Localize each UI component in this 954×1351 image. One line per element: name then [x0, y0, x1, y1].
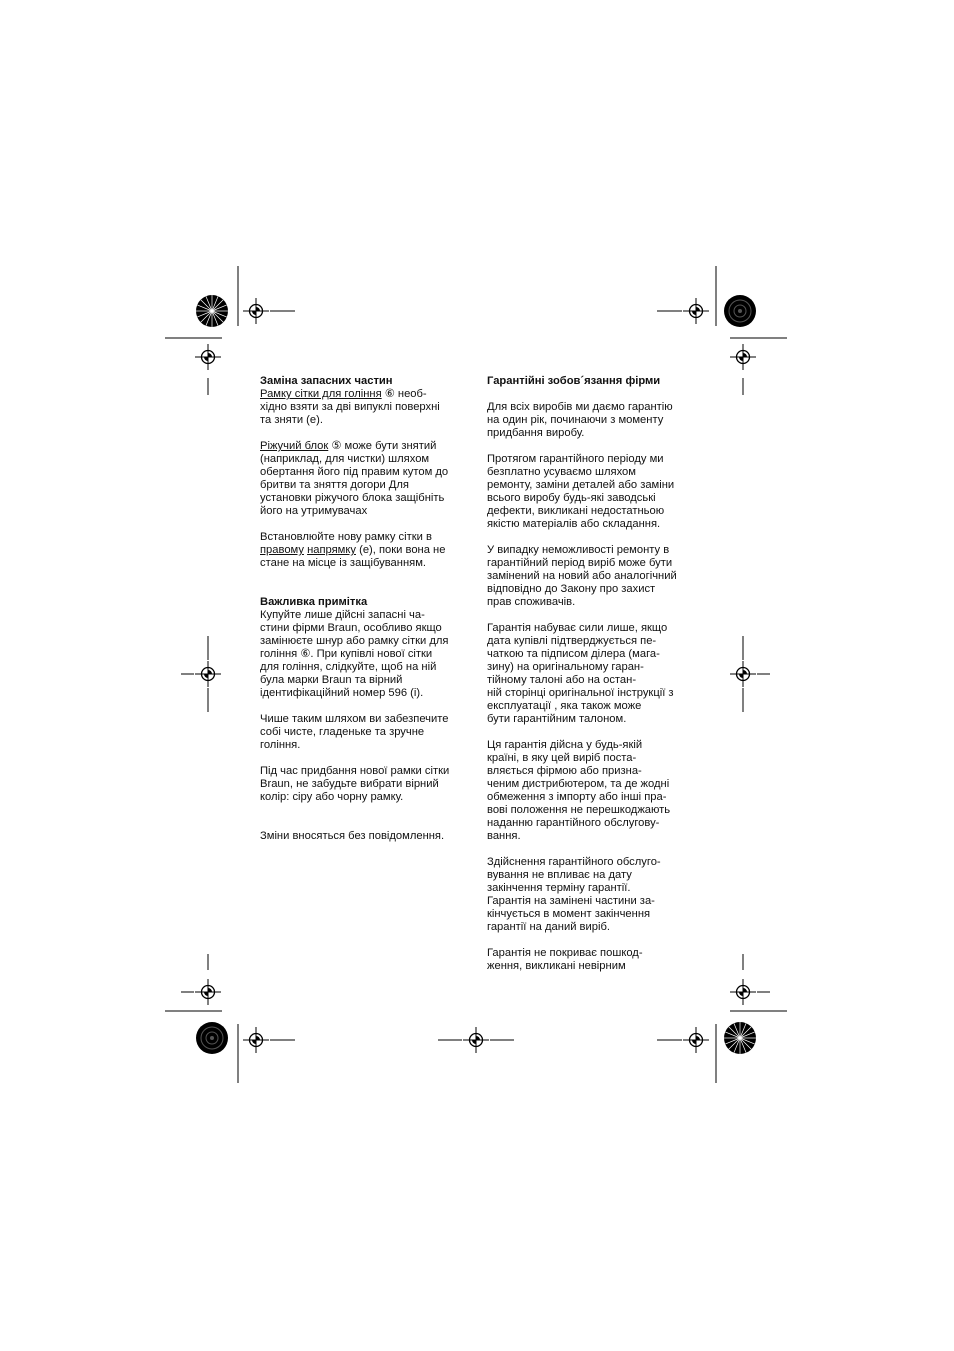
- cutter-block-text: ⑤ може бути знятий (наприклад, для чистки) шляхом обертання його під правим кутом до бритви та зняття догори Для установки ріжучого блока защібніть його на утримувачах: [260, 440, 449, 517]
- install-term-right: правому: [260, 544, 304, 556]
- warranty-paragraph-2: Протягом гарантійного періоду ми безплатно усуваємо шляхом ремонту, заміни деталей або заміни всього виробу будь-які заводські дефекти, викликані недостатньою якістю матеріалів або складання.: [487, 453, 675, 530]
- right-column: [487, 375, 697, 973]
- cutter-block-term: Ріжучий блок: [260, 440, 329, 452]
- install-text-a: Встановлюйте нову рамку сітки в: [260, 531, 432, 543]
- important-note-heading: Важливка примітка: [260, 596, 368, 608]
- warranty-paragraph-7: Гарантія не покриває пошкод- ження, викликані невірним: [487, 947, 643, 972]
- foil-frame-text: ⑥ необ- хідно взяти за дві випуклі поверхні та зняти (e).: [260, 388, 440, 426]
- warranty-paragraph-3: У випадку неможливості ремонту в гарантійний період виріб може бути замінений на новий або аналогічний відповідно до Закону про захист прав споживачів.: [487, 544, 677, 608]
- install-term-direction: напрямку: [307, 544, 356, 556]
- install-text-c: (e), поки вона не стане на місце із защібуванням.: [260, 544, 446, 569]
- changes-notice: Зміни вносяться без повідомлення.: [260, 830, 445, 842]
- foil-frame-paragraph: [260, 388, 470, 427]
- frame-color-paragraph: Під час придбання нової рамки сітки Braun, не забудьте вибрати вірний колір: сіру або чорну рамку.: [260, 765, 450, 803]
- cutter-block-paragraph: [260, 440, 470, 518]
- foil-frame-term: Рамку сітки для гоління: [260, 388, 382, 400]
- warranty-paragraph-6: Здійснення гарантійного обслуго- вування не впливає на дату закінчення терміну гарантії. Гарантія на замінені частини за- кінчується в момент закінчення гарантії на даний виріб.: [487, 856, 661, 933]
- warranty-heading: Гарантійні зобов´язання фірми: [487, 375, 661, 387]
- genuine-parts-paragraph: Купуйте лише дійсні запасні ча- стини фірми Braun, особливо якщо замінюєте шнур або рамку сітки для гоління ⑥. При купівлі нової сітки для гоління, слідкуйте, щоб на ній була марки Braun та вірний ідентифікаційний номер 596 (i).: [260, 609, 449, 699]
- warranty-paragraph-5: Ця гарантія дійсна у будь-якій країні, в яку цей виріб поста- вляється фірмою або призна- ченим дистрибютером, та де жодні обмеження з імпорту або інші пра- вові положення не перешкоджають наданню гарантійного обслугову- вання.: [487, 739, 671, 842]
- warranty-paragraph-1: Для всіх виробів ми даємо гарантію на один рік, починаючи з моменту придбання виробу.: [487, 401, 673, 439]
- replacement-parts-heading: Заміна запасних частин: [260, 375, 393, 387]
- install-frame-paragraph: [260, 531, 470, 570]
- left-column: [260, 375, 470, 843]
- warranty-paragraph-4: Гарантія набуває сили лише, якщо дата купівлі підтверджується пе- чаткою та підписом ділера (мага- зину) на оригінальному гаран- тійному талоні або на остан- ній сторінці оригінальної інструкції з експлуатації , яка також може бути гарантійним талоном.: [487, 622, 674, 725]
- clean-shave-paragraph: Чише таким шляхом ви забезпечите собі чисте, гладеньке та зручне гоління.: [260, 713, 449, 751]
